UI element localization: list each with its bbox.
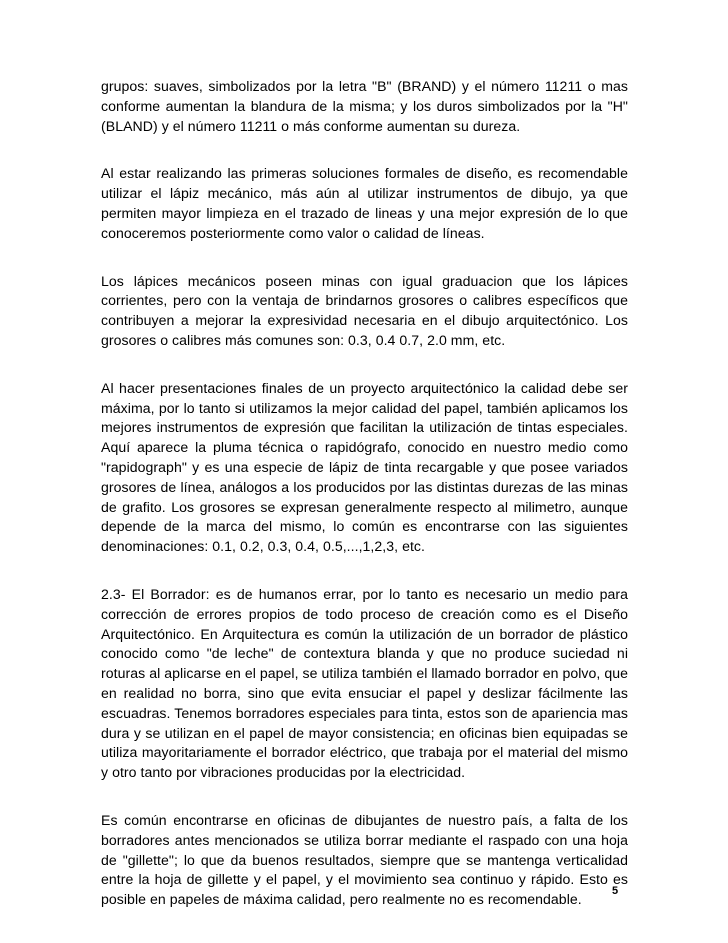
paragraph-gillette: Es común encontrarse en oficinas de dibujantes de nuestro país, a falta de los borradores antes mencionados se utiliza borrar mediante el raspado con una hoja de "gillette"; lo que da buenos resultados, siempre que se mantenga verticalidad entre la hoja de gillette y el papel, y el movimiento sea continuo y rápido. Esto es posible en papeles de máxima calidad, pero realmente no es recomendable. [101,811,628,908]
paragraph-technical-pen: Al hacer presentaciones finales de un proyecto arquitectónico la calidad debe ser máxima, por lo tanto si utilizamos la mejor calidad del papel, también aplicamos los mejores instrumentos de expresión que facilitan la utilización de tintas especiales. Aquí aparece la pluma técnica o rapidógrafo, conocido en nuestro medio como "rapidograph" y es una especie de lápiz de tinta recargable y que posee variados grosores de línea, análogos a los producidos por las distintas durezas de las minas de grafito. Los grosores se expresan generalmente respecto al milimetro, aunque depende de la marca del mismo, lo común es encontrarse con las siguientes denominaciones: 0.1, 0.2, 0.3, 0.4, 0.5,...,1,2,3, etc. [101,379,628,555]
paragraph-mechanical-pencil: Al estar realizando las primeras soluciones formales de diseño, es recomendable utilizar el lápiz mecánico, más aún al utilizar instrumentos de dibujo, ya que permiten mayor limpieza en el trazado de lineas y una mejor expresión de lo que conoceremos posteriormente como valor o calidad de líneas. [101,165,628,241]
paragraph-pencil-grades: grupos: suaves, simbolizados por la letra "B" (BRAND) y el número 11211 o mas conforme aumentan la blandura de la misma; y los duros simbolizados por la "H" (BLAND) y el número 11211 o más conforme aumentan su dureza. [101,78,628,134]
paragraph-lead-thickness: Los lápices mecánicos poseen minas con igual graduacion que los lápices corrientes, pero con la ventaja de brindarnos grosores o calibres específicos que contribuyen a mejorar la expresividad necesaria en el dibujo arquitectónico. Los grosores o calibres más comunes son: 0.3, 0.4 0.7, 2.0 mm, etc. [101,272,628,348]
page-number: 5 [612,885,619,897]
document-body [101,77,628,910]
paragraph-eraser: 2.3- El Borrador: es de humanos errar, por lo tanto es necesario un medio para corrección de errores propios de todo proceso de creación como es el Diseño Arquitectónico. En Arquitectura es común la utilización de un borrador de plástico conocido como "de leche" de contextura blanda y que no produce suciedad ni roturas al aplicarse en el papel, se utiliza también el llamado borrador en polvo, que en realidad no borra, sino que evita ensuciar el papel y deslizar fácilmente las escuadras. Tenemos borradores especiales para tinta, estos son de apariencia mas dura y se utilizan en el papel de mayor consistencia; en oficinas bien equipadas se utiliza mayoritariamente el borrador eléctrico, que trabaja por el material del mismo y otro tanto por vibraciones producidas por la electricidad. [101,585,628,781]
